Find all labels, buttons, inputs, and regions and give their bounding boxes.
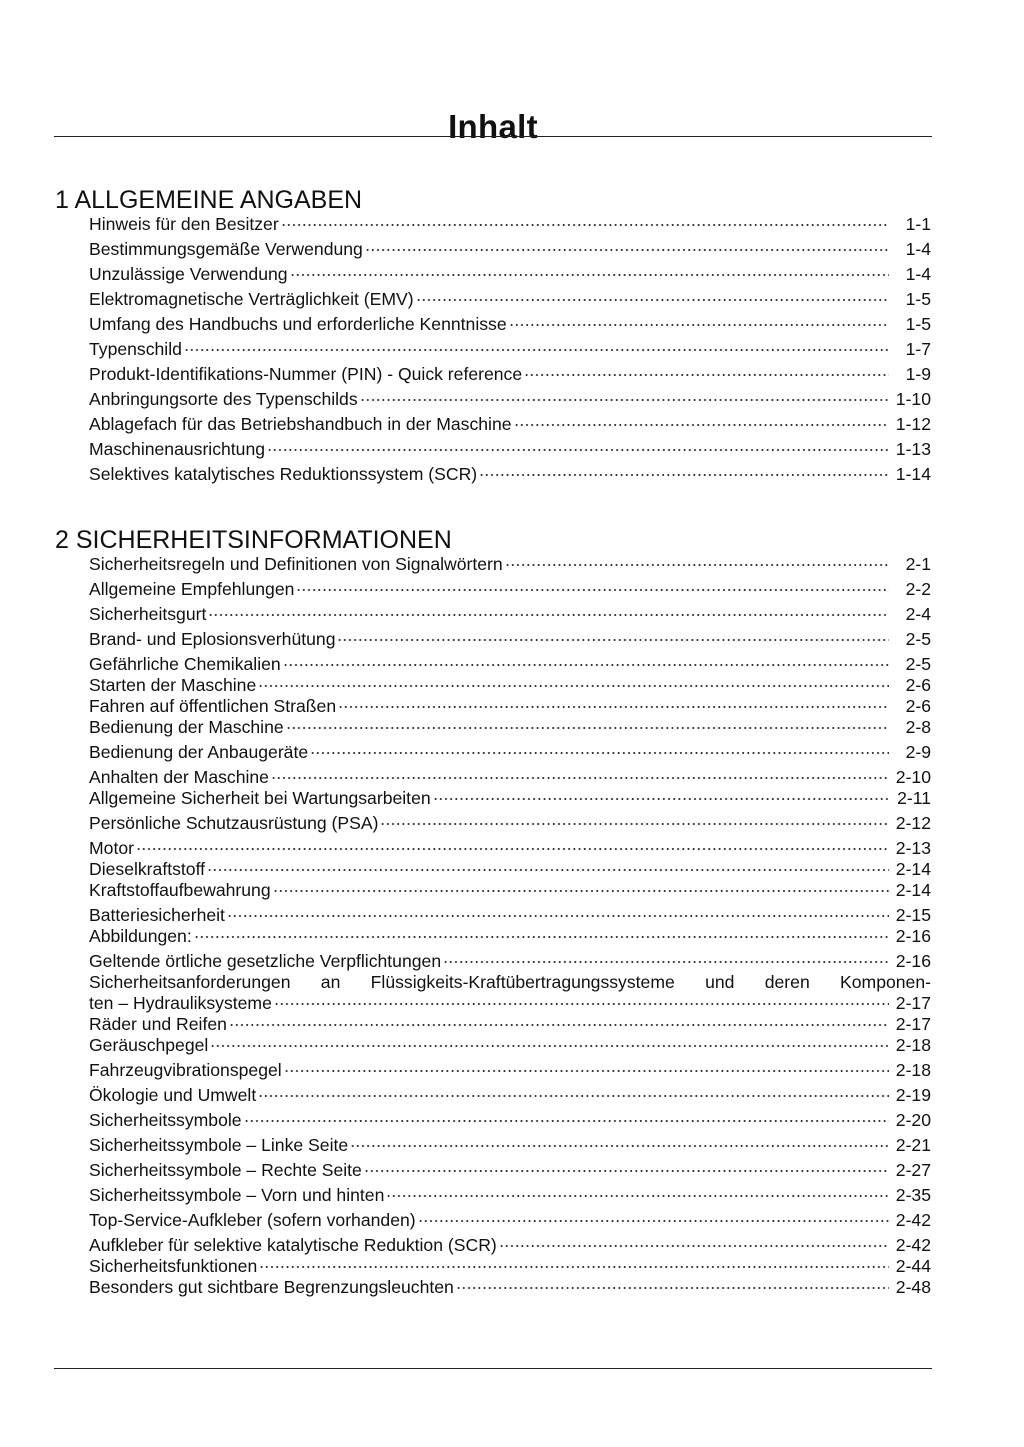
toc-entry-title: Maschinenausrichtung <box>89 439 266 459</box>
toc-entry-title: Unzulässige Verwendung <box>89 264 288 284</box>
dot-leader <box>350 1137 889 1151</box>
toc-entry-page: 2-5 <box>905 629 931 649</box>
toc-entry-page: 2-12 <box>895 813 931 833</box>
toc-entry-title: Geräuschpegel <box>89 1035 209 1055</box>
dot-leader <box>286 719 889 733</box>
toc-entry[interactable] <box>89 813 931 834</box>
section-allgemeine-angaben <box>55 186 931 485</box>
toc-entry-page: 2-20 <box>895 1110 931 1130</box>
section-sicherheitsinformationen <box>55 526 931 1298</box>
toc-entry-page: 2-44 <box>895 1256 931 1276</box>
toc-entry[interactable] <box>89 629 931 650</box>
toc-entry-title: Sicherheitssymbole – Rechte Seite <box>89 1160 362 1180</box>
dot-leader <box>338 698 889 712</box>
toc-entry[interactable] <box>89 214 931 235</box>
dot-leader <box>364 1162 889 1176</box>
toc-entry-title: Bestimmungsgemäße Verwendung <box>89 239 363 259</box>
toc-entry-title: Allgemeine Sicherheit bei Wartungsarbeiten <box>89 788 431 808</box>
toc-entry-title: Typenschild <box>89 339 182 359</box>
toc-entry-title: Aufkleber für selektive katalytische Reduktion (SCR) <box>89 1235 497 1255</box>
toc-entry[interactable] <box>89 905 931 926</box>
toc-entry-page: 2-42 <box>895 1210 931 1230</box>
toc-entry-page: 2-14 <box>895 859 931 879</box>
dot-leader <box>360 391 889 405</box>
toc-entry-page: 1-1 <box>905 214 931 234</box>
dot-leader <box>194 928 889 942</box>
toc-entry[interactable] <box>89 1160 931 1181</box>
toc-entry-title: Geltende örtliche gesetzliche Verpflichtungen <box>89 951 442 971</box>
toc-entry-title: Hinweis für den Besitzer <box>89 214 279 234</box>
toc-entry[interactable] <box>89 314 931 335</box>
toc-entry[interactable] <box>89 675 931 696</box>
dot-leader <box>499 1237 889 1251</box>
toc-entry-page: 2-17 <box>895 993 931 1013</box>
toc-entry-page: 2-48 <box>895 1277 931 1297</box>
toc-entry[interactable] <box>89 339 931 360</box>
toc-entry-page: 2-11 <box>897 788 931 808</box>
toc-entry-title: Allgemeine Empfehlungen <box>89 579 295 599</box>
dot-leader <box>283 656 889 670</box>
toc-entry-page: 1-14 <box>895 464 931 484</box>
toc-entry-title: Abbildungen: <box>89 926 192 946</box>
toc-list <box>55 214 931 485</box>
toc-entry[interactable] <box>89 289 931 310</box>
toc-entry-title: Batteriesicherheit <box>89 905 225 925</box>
toc-entry[interactable] <box>89 696 931 717</box>
toc-entry[interactable] <box>89 1014 931 1035</box>
toc-entry[interactable] <box>89 972 931 1014</box>
toc-entry-title: Elektromagnetische Verträglichkeit (EMV) <box>89 289 414 309</box>
section-heading: 1 ALLGEMEINE ANGABEN <box>55 186 363 214</box>
toc-entry-continuation <box>89 993 931 1014</box>
toc-entry[interactable] <box>89 364 931 385</box>
toc-list <box>55 554 931 1298</box>
dot-leader <box>208 606 889 620</box>
toc-entry[interactable] <box>89 264 931 285</box>
dot-leader <box>284 1062 889 1076</box>
toc-entry-page: 1-9 <box>905 364 931 384</box>
toc-entry-title: Besonders gut sichtbare Begrenzungsleuchten <box>89 1277 454 1297</box>
toc-entry-title: Sicherheitsfunktionen <box>89 1256 258 1276</box>
toc-entry[interactable] <box>89 859 931 880</box>
toc-entry-page: 2-19 <box>895 1085 931 1105</box>
dot-leader <box>274 995 889 1009</box>
dot-leader <box>296 581 889 595</box>
toc-entry-title: Fahrzeugvibrationspegel <box>89 1060 282 1080</box>
toc-entry-page: 1-4 <box>905 239 931 259</box>
dot-leader <box>416 291 889 305</box>
toc-entry-page: 2-1 <box>905 554 931 574</box>
toc-entry-title: Bedienung der Anbaugeräte <box>89 742 309 762</box>
toc-entry[interactable] <box>89 579 931 600</box>
toc-entry-title: Produkt-Identifikations-Nummer (PIN) - Quick reference <box>89 364 523 384</box>
toc-entry-page: 2-14 <box>895 880 931 900</box>
toc-entry-page: 1-7 <box>905 339 931 359</box>
toc-entry-page: 2-42 <box>895 1235 931 1255</box>
toc-entry-page: 2-4 <box>905 604 931 624</box>
toc-entry[interactable] <box>89 239 931 260</box>
toc-entry-title: Umfang des Handbuchs und erforderliche Kenntnisse <box>89 314 507 334</box>
top-rule <box>54 136 932 137</box>
dot-leader <box>281 216 889 230</box>
toc-entry-title: Top-Service-Aufkleber (sofern vorhanden) <box>89 1210 416 1230</box>
dot-leader <box>258 1087 889 1101</box>
toc-entry-page: 2-18 <box>895 1060 931 1080</box>
toc-entry-page: 2-6 <box>905 675 931 695</box>
dot-leader <box>227 907 889 921</box>
toc-entry[interactable] <box>89 604 931 625</box>
toc-entry-title: Sicherheitsgurt <box>89 604 207 624</box>
toc-entry-page: 2-21 <box>895 1135 931 1155</box>
toc-entry-title: Anhalten der Maschine <box>89 767 269 787</box>
dot-leader <box>136 840 889 854</box>
toc-entry[interactable] <box>89 742 931 763</box>
toc-entry-page: 1-5 <box>905 314 931 334</box>
toc-entry-page: 1-13 <box>895 439 931 459</box>
dot-leader <box>210 1037 889 1051</box>
toc-entry[interactable] <box>89 1277 931 1298</box>
toc-entry-page: 2-6 <box>905 696 931 716</box>
toc-entry-page: 1-4 <box>905 264 931 284</box>
dot-leader <box>456 1279 889 1293</box>
toc-entry[interactable] <box>89 1110 931 1131</box>
toc-entry[interactable] <box>89 389 931 410</box>
toc-entry-title: Sicherheitssymbole – Linke Seite <box>89 1135 349 1155</box>
toc-entry[interactable] <box>89 880 931 901</box>
toc-entry-title: Selektives katalytisches Reduktionssystem (SCR) <box>89 464 478 484</box>
toc-entry[interactable] <box>89 414 931 435</box>
dot-leader <box>229 1016 889 1030</box>
toc-entry[interactable] <box>89 788 931 809</box>
dot-leader <box>337 631 889 645</box>
toc-entry-page: 1-10 <box>895 389 931 409</box>
toc-entry-title: Brand- und Eplosionsverhütung <box>89 629 336 649</box>
toc-entry[interactable] <box>89 554 931 575</box>
toc-entry-page: 2-16 <box>895 951 931 971</box>
toc-entry-title: Anbringungsorte des Typenschilds <box>89 389 358 409</box>
toc-entry-page: 2-9 <box>905 742 931 762</box>
bottom-rule <box>54 1368 932 1369</box>
toc-entry-page: 1-12 <box>895 414 931 434</box>
dot-leader <box>184 341 889 355</box>
toc-entry-title: Fahren auf öffentlichen Straßen <box>89 696 337 716</box>
dot-leader <box>273 882 889 896</box>
dot-leader <box>505 556 889 570</box>
toc-entry-title: Sicherheitsregeln und Definitionen von Signalwörtern <box>89 554 503 574</box>
dot-leader <box>479 466 889 480</box>
dot-leader <box>509 316 889 330</box>
toc-entry[interactable] <box>89 1060 931 1081</box>
toc-entry-page: 2-8 <box>905 717 931 737</box>
toc-entry-page: 2-18 <box>895 1035 931 1055</box>
toc-entry[interactable] <box>89 654 931 675</box>
toc-entry[interactable] <box>89 464 931 485</box>
toc-entry-title: Sicherheitssymbole <box>89 1110 242 1130</box>
toc-entry[interactable] <box>89 1135 931 1156</box>
dot-leader <box>443 953 889 967</box>
toc-entry-title: Ökologie und Umwelt <box>89 1085 257 1105</box>
toc-entry[interactable] <box>89 767 931 788</box>
toc-entry-title: Persönliche Schutzausrüstung (PSA) <box>89 813 379 833</box>
toc-entry[interactable] <box>89 1035 931 1056</box>
toc-entry-page: 2-15 <box>895 905 931 925</box>
toc-entry-page: 2-35 <box>895 1185 931 1205</box>
dot-leader <box>365 241 889 255</box>
dot-leader <box>259 1258 889 1272</box>
toc-entry[interactable] <box>89 1235 931 1256</box>
toc-entry-title: Räder und Reifen <box>89 1014 227 1034</box>
dot-leader <box>290 266 889 280</box>
toc-entry-title: Gefährliche Chemikalien <box>89 654 281 674</box>
toc-entry[interactable] <box>89 1210 931 1231</box>
toc-entry-title: Starten der Maschine <box>89 675 257 695</box>
dot-leader <box>271 769 889 783</box>
toc-entry-title: Dieselkraftstoff <box>89 859 206 879</box>
toc-entry-page: 2-5 <box>905 654 931 674</box>
toc-entry[interactable] <box>89 838 931 859</box>
dot-leader <box>207 861 889 875</box>
toc-entry[interactable] <box>89 926 931 947</box>
dot-leader <box>433 790 889 804</box>
dot-leader <box>418 1212 889 1226</box>
toc-entry[interactable] <box>89 439 931 460</box>
toc-entry-title: Bedienung der Maschine <box>89 717 284 737</box>
dot-leader <box>310 744 889 758</box>
toc-entry-page: 2-13 <box>895 838 931 858</box>
toc-entry-title: Ablagefach für das Betriebshandbuch in der Maschine <box>89 414 512 434</box>
toc-entry-page: 2-10 <box>895 767 931 787</box>
toc-entry-title-continued: ten – Hydrauliksysteme <box>89 993 272 1013</box>
toc-entry[interactable] <box>89 1185 931 1206</box>
page-title: Inhalt <box>448 108 538 146</box>
dot-leader <box>380 815 889 829</box>
toc-entry-page: 2-17 <box>895 1014 931 1034</box>
toc-entry-title: Sicherheitssymbole – Vorn und hinten <box>89 1185 385 1205</box>
dot-leader <box>524 366 889 380</box>
dot-leader <box>514 416 889 430</box>
dot-leader <box>244 1112 889 1126</box>
toc-entry-title: Motor <box>89 838 134 858</box>
dot-leader <box>258 677 889 691</box>
toc-entry-page: 2-27 <box>895 1160 931 1180</box>
dot-leader <box>386 1187 889 1201</box>
toc-entry[interactable] <box>89 1085 931 1106</box>
section-heading: 2 SICHERHEITSINFORMATIONEN <box>55 526 452 554</box>
toc-entry-page: 2-2 <box>905 579 931 599</box>
toc-entry-title: Kraftstoffaufbewahrung <box>89 880 271 900</box>
dot-leader <box>267 441 889 455</box>
toc-entry[interactable] <box>89 717 931 738</box>
toc-entry-page: 2-16 <box>895 926 931 946</box>
toc-entry[interactable] <box>89 951 931 972</box>
toc-entry-title: Sicherheitsanforderungen an Flüssigkeits-Kraftübertragungssysteme und deren Komponen- <box>89 972 931 992</box>
toc-entry-page: 1-5 <box>905 289 931 309</box>
toc-entry[interactable] <box>89 1256 931 1277</box>
